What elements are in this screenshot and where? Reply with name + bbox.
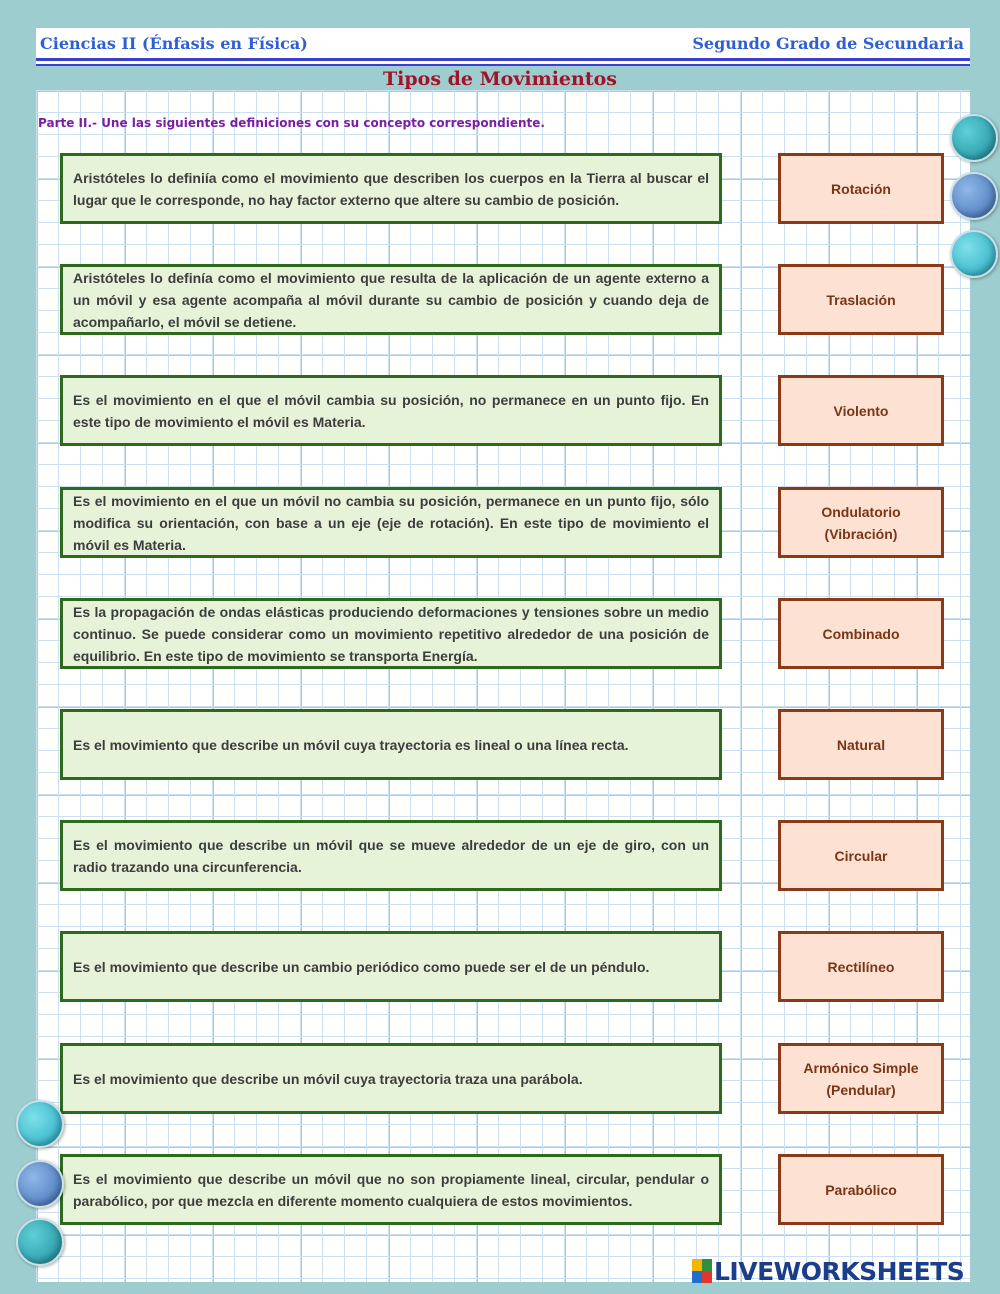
decorative-circle [16, 1218, 64, 1266]
definition-text: Es el movimiento que describe un cambio periódico como puede ser el de un péndulo. [73, 958, 650, 975]
concept-label: Armónico Simple (Pendular) [803, 1059, 919, 1098]
decorative-circle [16, 1100, 64, 1148]
liveworksheets-logo-icon [692, 1259, 712, 1283]
definition-text: Es el movimiento en el que el móvil cambia su posición, no permanece en un punto fijo. En este tipo de movimiento el móvil es Materia. [73, 391, 709, 430]
concept-option[interactable] [778, 153, 944, 224]
concept-option[interactable] [778, 375, 944, 446]
concept-option[interactable] [778, 598, 944, 669]
definition-text: Es el movimiento que describe un móvil que se mueve alrededor de un eje de giro, con un radio trazando una circunferencia. [73, 836, 709, 875]
instruction-text: Parte II.- Une las siguientes definiciones con su concepto correspondiente. [38, 116, 545, 130]
definition-text: Aristóteles lo definiía como el movimiento que describen los cuerpos en la Tierra al buscar el lugar que le corresponde, no hay factor externo que altere su cambio de posición. [73, 169, 709, 208]
concept-label: Violento [833, 402, 889, 419]
definition-box [60, 931, 722, 1002]
concept-option[interactable] [778, 931, 944, 1002]
definition-box [60, 264, 722, 335]
concept-option[interactable] [778, 1043, 944, 1114]
concept-label: Parabólico [825, 1181, 897, 1198]
concept-option[interactable] [778, 264, 944, 335]
definition-text: Es el movimiento que describe un móvil cuya trayectoria traza una parábola. [73, 1070, 583, 1087]
header-divider [36, 58, 970, 61]
worksheet-title: Tipos de Movimientos [383, 68, 617, 90]
definition-text: Es el movimiento que describe un móvil cuya trayectoria es lineal o una línea recta. [73, 736, 629, 753]
definition-box [60, 709, 722, 780]
decorative-circle [950, 172, 998, 220]
concept-label: Combinado [822, 625, 900, 642]
grade-label: Segundo Grado de Secundaria [692, 34, 964, 53]
concept-label: Circular [834, 847, 888, 864]
concept-label: Ondulatorio (Vibración) [821, 503, 901, 542]
definition-box [60, 1043, 722, 1114]
header-divider-thin [36, 64, 970, 66]
liveworksheets-logo-text: LIVEWORKSHEETS [714, 1256, 965, 1286]
definition-box [60, 820, 722, 891]
decorative-circle [950, 230, 998, 278]
concept-option[interactable] [778, 487, 944, 558]
concept-label: Rectilíneo [827, 958, 895, 975]
concept-label: Traslación [826, 291, 896, 308]
liveworksheets-logo [692, 1256, 964, 1286]
concept-option[interactable] [778, 820, 944, 891]
concept-label: Rotación [831, 180, 891, 197]
subject-label: Ciencias II (Énfasis en Física) [40, 34, 308, 53]
definition-box [60, 375, 722, 446]
definition-box [60, 1154, 722, 1225]
decorative-circle [950, 114, 998, 162]
concept-option[interactable] [778, 709, 944, 780]
definition-text: Es el movimiento que describe un móvil que no son propiamente lineal, circular, pendular o parabólico, por que mezcla en diferente momento cualquiera de estos movimientos. [73, 1170, 709, 1209]
definition-box [60, 153, 722, 224]
definition-box [60, 487, 722, 558]
definition-box [60, 598, 722, 669]
decorative-circle [16, 1160, 64, 1208]
concept-label: Natural [836, 736, 886, 753]
definition-text: Es el movimiento en el que un móvil no cambia su posición, permanece en un punto fijo, sólo modifica su orientación, con base a un eje (eje de rotación). En este tipo de movimiento el móvil es Materia. [73, 492, 709, 553]
concept-option[interactable] [778, 1154, 944, 1225]
definition-text: Aristóteles lo definía como el movimiento que resulta de la aplicación de un agente externo a un móvil y esa agente acompaña al móvil durante su cambio de posición y cuando deja de acompañarlo, el móvil se detiene. [73, 269, 709, 330]
definition-text: Es la propagación de ondas elásticas produciendo deformaciones y tensiones sobre un medio continuo. Se puede considerar como un movimiento repetitivo alrededor de una posición de equilibrio. En este tipo de movimiento se transporta Energía. [73, 603, 709, 664]
